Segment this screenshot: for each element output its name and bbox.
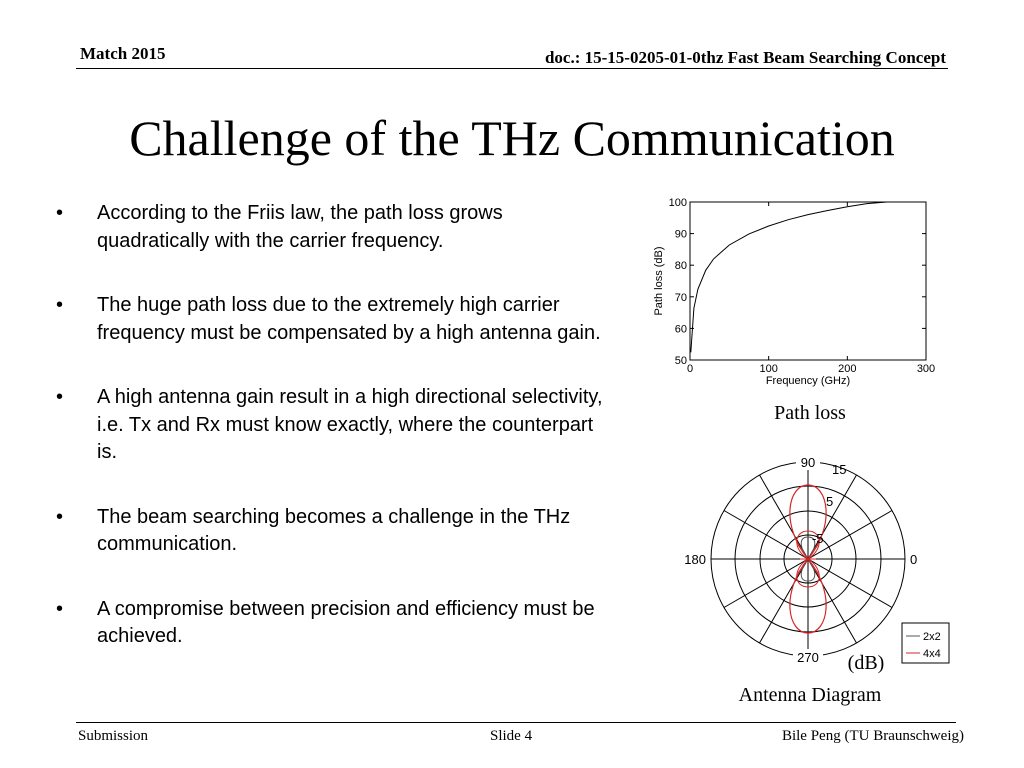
bullet-list [56,200,616,688]
radial-label-5: 5 [826,494,834,509]
bullet-text: A high antenna gain result in a high directional selectivity, i.e. Tx and Rx must know exactly, where the counterpart is. [97,386,603,463]
x-tick-label: 100 [759,363,778,375]
plot-frame [690,202,926,360]
footer-divider [76,722,956,723]
y-tick-label: 90 [674,228,687,241]
bullet-item [56,596,616,651]
y-tick-label: 70 [674,291,687,304]
legend-label-4x4: 4x4 [923,648,941,660]
y-axis-label: Path loss (dB) [653,246,665,316]
path-loss-chart [640,192,950,392]
bullet-dot: • [56,597,64,620]
header-doc-id: doc.: 15-15-0205-01-0thz Fast Beam Searching Concept [544,48,946,67]
y-tick-label: 100 [668,197,687,209]
bullet-text: The huge path loss due to the extremely high carrier frequency must be compensated by a high antenna gain. [97,294,601,344]
footer-author: Bile Peng (TU Braunschweig) [781,728,964,744]
angle-label-180: 180 [684,552,706,567]
angle-label-90: 90 [800,455,816,470]
polar-legend [902,623,949,663]
radial-label-neg5: -5 [812,531,824,546]
radial-label-15: 15 [832,462,847,477]
angle-label-0: 0 [910,552,918,567]
bullet-item [56,200,616,255]
x-tick-label: 300 [916,363,936,375]
bullet-item [56,384,616,467]
bullet-dot: • [56,294,64,316]
footer-submission: Submission [78,728,149,744]
path-loss-caption: Path loss [774,402,846,424]
y-tick-label: 50 [674,355,687,367]
x-tick-label: 0 [686,363,694,375]
bullet-item [56,504,616,559]
bullet-text: A compromise between precision and efficiency must be achieved. [97,597,595,647]
x-tick-label: 200 [838,363,857,375]
y-tick-label: 60 [674,323,687,336]
angle-label-270: 270 [797,650,819,665]
bullet-dot: • [56,386,64,408]
antenna-polar-chart [680,445,960,675]
slide-title: Challenge of the THz Communication [129,110,895,166]
y-tick-label: 80 [674,260,687,273]
db-unit-label: (dB) [847,652,885,674]
bullet-item [56,292,616,347]
bullet-dot: • [56,202,64,224]
bullet-text: According to the Friis law, the path loss grows quadratically with the carrier frequency. [97,202,503,252]
footer-slide-number: Slide 4 [490,728,533,744]
legend-label-2x2: 2x2 [923,631,941,643]
header-date: Match 2015 [80,44,166,63]
x-axis-label: Frequency (GHz) [765,375,851,387]
bullet-dot: • [56,505,64,528]
bullet-text: The beam searching becomes a challenge in the THz communication. [97,505,571,555]
antenna-diagram-caption: Antenna Diagram [738,684,882,706]
path-loss-curve [691,202,926,352]
header-divider [76,68,948,69]
